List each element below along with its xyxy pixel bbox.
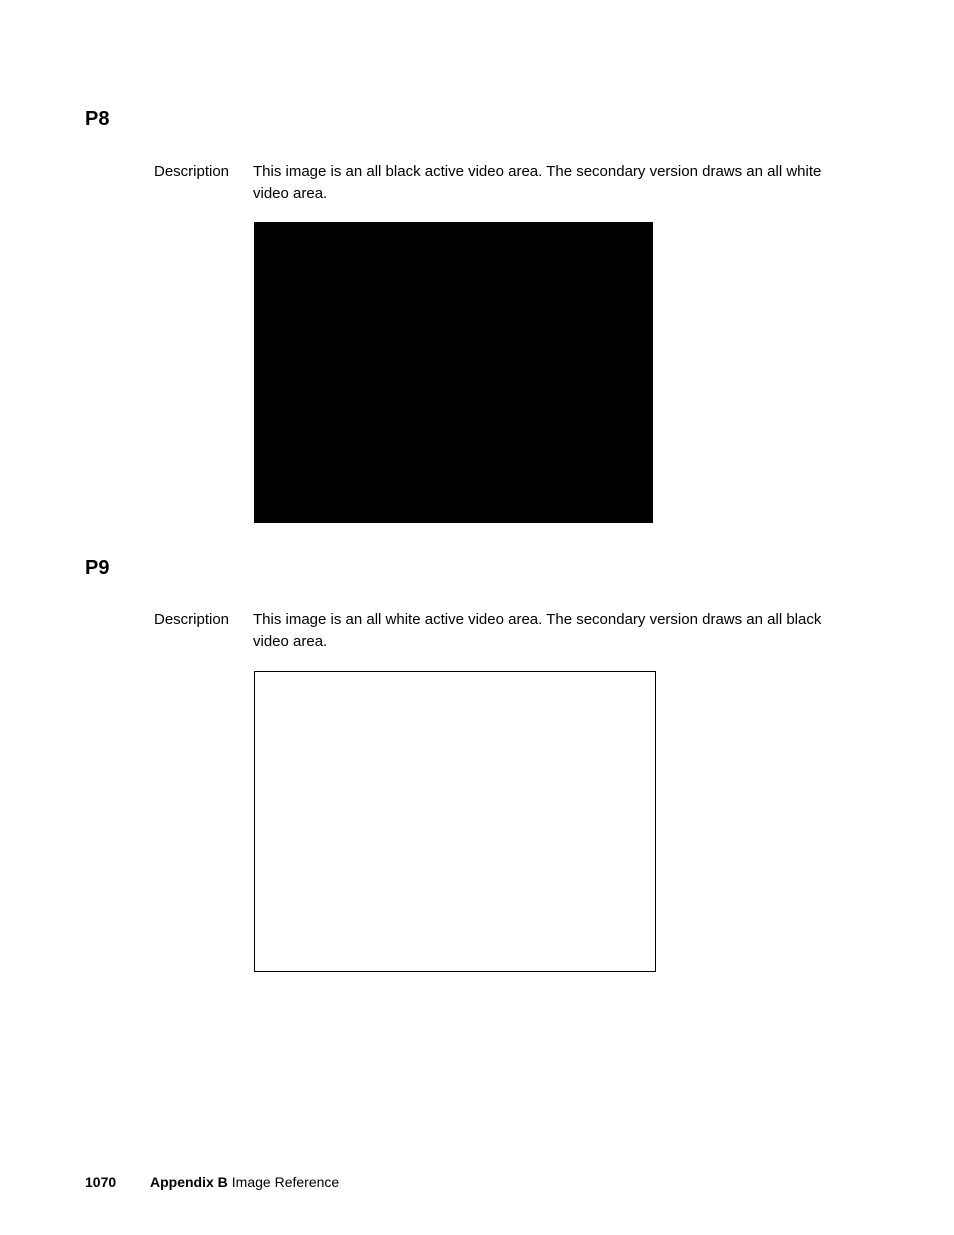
- page-number: 1070: [85, 1174, 117, 1190]
- description-label-p8: Description: [154, 163, 230, 180]
- section-heading-p9: P9: [85, 557, 110, 579]
- description-text-p8: This image is an all black active video area. The secondary version draws an all white video area.: [253, 163, 822, 202]
- description-label-p9: Description: [154, 611, 230, 628]
- chapter-title: Image Reference: [231, 1174, 340, 1190]
- section-heading-p8: P8: [85, 108, 110, 130]
- black-video-area-image: [254, 222, 653, 523]
- white-video-area-image: [254, 671, 656, 972]
- appendix-label: Appendix B: [150, 1174, 228, 1190]
- page-footer: [85, 1173, 339, 1191]
- description-text-p9: This image is an all white active video area. The secondary version draws an all black video area.: [253, 611, 822, 650]
